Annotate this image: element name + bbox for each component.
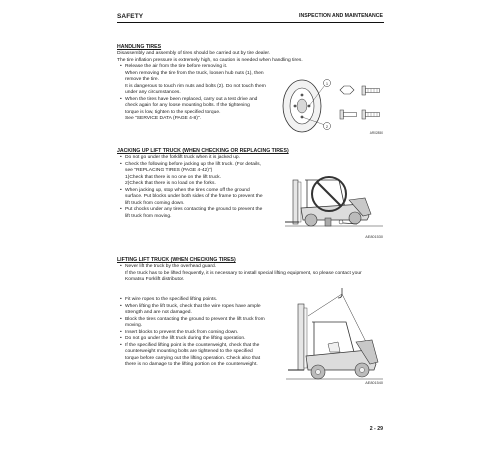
- bullet-line: • Check the following before jacking up the lift truck. (For details,: [125, 162, 261, 168]
- tire-hub-figure: [278, 73, 385, 137]
- bullet-line: • When jacking up, stop when the tires come off the ground: [125, 188, 250, 194]
- bullet-line: If the truck has to be lifted frequently, it is necessary to install special lifting equipment, so please contact your: [125, 270, 362, 276]
- bullet-line: • Insert blocks to prevent the truck from coming down.: [125, 330, 238, 336]
- bullet-line: surface. Put blocks under both sides of the frame to prevent the: [125, 194, 263, 199]
- callout-label-1: 1: [325, 80, 329, 86]
- lifted-forklift-illustration: [284, 286, 385, 385]
- bullet-line: • Fit wire ropes to the specified lifting points.: [125, 297, 217, 303]
- header-section-title: SAFETY: [117, 13, 144, 20]
- bullet-line: • Release the air from the tire before removing it.: [125, 64, 227, 70]
- bullet-line: check again for any loose mounting bolts. If the tightening: [125, 103, 250, 108]
- bullet-line: under any circumstances.: [125, 90, 181, 95]
- tire-hub-illustration: [278, 73, 385, 137]
- bullet-line: there is no damage to the lifting portion on the counterweight.: [125, 362, 258, 367]
- bullet-line: • If the specified lifting point is the counterweight, check that the: [125, 343, 259, 349]
- header-divider: [117, 22, 384, 23]
- bullet-line: torque before carrying out the lifting operation. Check also that: [125, 355, 261, 361]
- page-number: 2 - 29: [369, 426, 383, 432]
- bullet-line: It is dangerous to touch rim nuts and bolts (2). Do not touch them: [125, 83, 266, 89]
- header-chapter-title: INSPECTION AND MAINTENANCE: [299, 13, 383, 19]
- bullet-line: lift truck from moving.: [125, 213, 172, 219]
- jacked-forklift-illustration: [283, 160, 385, 240]
- bullet-line: 1)Check that there is no one on the lift truck.: [125, 174, 221, 180]
- bullet-line: • Block the tires contacting the ground to prevent the lift truck from: [125, 317, 265, 323]
- jacked-forklift-figure: [283, 160, 385, 240]
- bullet-line: • When the tires have been replaced, carry out a test drive and: [125, 97, 257, 103]
- bullet-line: See "SERVICE DATA (PAGE 4-8)".: [125, 116, 201, 121]
- bullet-line: strength and are not damaged.: [125, 310, 192, 315]
- bullet-line: • Never lift the truck by the overhead guard.: [125, 264, 216, 270]
- bullet-line: torque is low, tighten to the specified torque.: [125, 109, 221, 115]
- bullet-line: • When lifting the lift truck, check that the wire ropes have ample: [125, 304, 261, 310]
- figure-code: AE801540: [365, 381, 383, 385]
- section-heading-lifting-truck: LIFTING LIFT TRUCK (WHEN CHECKING TIRES): [117, 257, 236, 263]
- figure-code: AE801530: [365, 235, 383, 239]
- figure-code: AR02850: [369, 131, 383, 135]
- section-heading-jacking-up: JACKING UP LIFT TRUCK (WHEN CHECKING OR REPLACING TIRES): [117, 148, 289, 154]
- bullet-line: moving.: [125, 323, 143, 328]
- lifted-forklift-figure: [284, 286, 385, 385]
- bullet-line: see "REPLACING TIRES (PAGE 4-42)"): [125, 168, 213, 173]
- bullet-line: Komatsu Forklift distributor.: [125, 277, 185, 282]
- paragraph-line: The tire inflation pressure is extremely high, so caution is needed when handling tires.: [117, 57, 303, 63]
- paragraph-line: Disassembly and assembly of tires should be carried out by tire dealer.: [117, 51, 271, 56]
- bullet-line: counterweight mounting bolts are tightened to the specified: [125, 349, 253, 354]
- bullet-line: • Do not go under the forklift truck when it is jacked up.: [125, 155, 240, 161]
- bullet-line: lift truck from coming down.: [125, 200, 185, 206]
- bullet-line: When removing the tire from the truck, loosen hub nuts (1), then: [125, 70, 264, 76]
- callout-label-2: 2: [325, 123, 329, 129]
- section-heading-handling-tires: HANDLING TIRES: [117, 44, 162, 50]
- bullet-line: • Put chocks under any tires contacting the ground to prevent the: [125, 207, 262, 213]
- bullet-line: • Do not go under the lift truck during the lifting operation.: [125, 336, 245, 342]
- bullet-line: 2)Check that there is no load on the forks.: [125, 181, 216, 186]
- bullet-line: remove the tire.: [125, 77, 159, 82]
